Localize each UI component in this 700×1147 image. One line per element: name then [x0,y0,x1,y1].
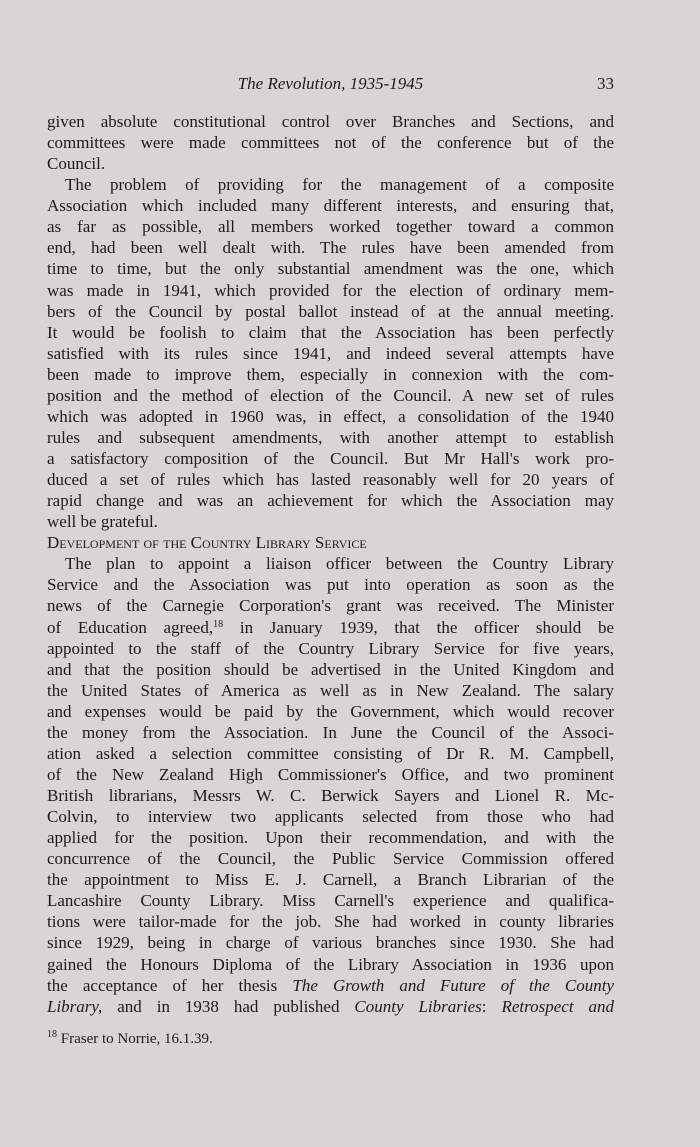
text-segment: The Growth and Future of the County [292,975,614,995]
text-line [47,406,614,427]
text-line [47,216,614,237]
text-line [47,553,614,574]
text-line [47,722,614,743]
text-segment: duced a set of rules which has lasted reasonably well for 20 years of [47,470,614,490]
body-text [47,111,614,1017]
text-line [47,258,614,279]
text-line [47,174,614,195]
text-segment: rules and subsequent amendments, with another attempt to establish [47,427,614,447]
text-segment: bers of the Council by postal ballot instead of at the annual meeting. [47,301,614,321]
text-segment: and in 1938 had published [102,996,355,1016]
text-line [47,785,614,806]
text-segment: since 1929, being in charge of various branches since 1930. She had [47,933,614,953]
text-line [47,954,614,975]
text-segment: was made in 1941, which provided for the election of ordinary mem- [47,280,614,300]
text-line [47,111,614,132]
text-line [47,322,614,343]
text-line [47,595,614,616]
text-line [47,890,614,911]
text-line [47,469,614,490]
text-line [47,237,614,258]
text-line [47,932,614,953]
text-line [47,638,614,659]
text-segment: of the New Zealand High Commissioner's Office, and two prominent [47,764,614,784]
text-segment: : [481,996,502,1016]
text-segment: and expenses would be paid by the Government, which would recover [47,701,614,721]
text-line [47,364,614,385]
text-segment: tions were tailor-made for the job. She had worked in county libraries [47,912,614,932]
text-segment: position and the method of election of the Council. A new set of rules [47,385,614,405]
text-segment: and that the position should be advertised in the United Kingdom and [47,659,614,679]
text-line [47,617,614,638]
text-line [47,806,614,827]
text-line [47,911,614,932]
text-segment: of Education agreed, [47,617,214,637]
text-segment: County Libraries [354,996,482,1016]
text-segment: rapid change and was an achievement for which the Association may [47,491,614,511]
text-segment: Service and the Association was put into operation as soon as the [47,575,614,595]
text-segment: as far as possible, all members worked together toward a common [47,217,614,237]
text-segment: Retrospect and [501,996,614,1016]
text-segment: the United States of America as well as in New Zealand. The salary [47,680,614,700]
text-segment: end, had been well dealt with. The rules have been amended from [47,238,614,258]
text-line [47,975,614,996]
text-line [47,996,614,1017]
text-line [47,848,614,869]
text-line [47,511,614,532]
running-head [47,74,614,98]
text-segment: well be grateful. [47,512,158,532]
text-line [47,427,614,448]
section-heading [47,532,614,553]
text-segment: the money from the Association. In June the Council of the Associ- [47,722,614,742]
text-line [47,869,614,890]
footnote-text: Fraser to Norrie, 16.1.39. [57,1031,213,1047]
running-title: The Revolution, 1935-1945 [237,74,424,93]
text-line [47,701,614,722]
text-line [47,132,614,153]
text-segment: the acceptance of her thesis [47,975,293,995]
text-segment: Development of the Country Library Service [47,533,367,553]
text-segment: British librarians, Messrs W. C. Berwick Sayers and Lionel R. Mc- [47,786,614,805]
footnote-number: 18 [47,1029,57,1040]
text-line [47,301,614,322]
text-segment: committees were made committees not of the conference but of the [47,133,614,153]
text-segment: Library, [47,996,103,1016]
text-segment: Council. [47,154,106,174]
text-segment: been made to improve them, especially in connexion with the com- [47,364,614,384]
footnote-ref: 18 [213,618,224,630]
text-segment: Association which included many different interests, and ensuring that, [47,196,614,216]
text-line [47,574,614,595]
text-line [47,743,614,764]
text-segment: given absolute constitutional control over Branches and Sections, and [47,112,614,131]
text-line [47,827,614,848]
text-line [47,385,614,406]
page-number: 33 [597,74,614,93]
text-segment: a satisfactory composition of the Council. But Mr Hall's work pro- [47,449,614,468]
footnote [47,1031,213,1048]
text-segment: ation asked a selection committee consisting of Dr R. M. Campbell, [47,743,614,763]
text-segment: gained the Honours Diploma of the Library Association in 1936 upon [47,954,614,974]
text-line [47,448,614,469]
text-segment: in January 1939, that the officer should be [223,617,614,637]
text-line [47,280,614,301]
text-segment: appointed to the staff of the Country Library Service for five years, [47,638,614,658]
text-segment: the appointment to Miss E. J. Carnell, a Branch Librarian of the [47,870,614,890]
text-line [47,659,614,680]
text-segment: The problem of providing for the management of a composite [65,175,614,195]
text-segment: satisfied with its rules since 1941, and indeed several attempts have [47,343,614,363]
text-segment: The plan to appoint a liaison officer between the Country Library [65,554,614,574]
text-segment: It would be foolish to claim that the Association has been perfectly [47,322,614,342]
text-segment: which was adopted in 1960 was, in effect, a consolidation of the 1940 [47,406,614,426]
text-line [47,680,614,701]
text-line [47,153,614,174]
text-segment: concurrence of the Council, the Public Service Commission offered [47,849,614,869]
text-segment: Lancashire County Library. Miss Carnell's experience and qualifica- [47,891,614,911]
text-segment: time to time, but the only substantial amendment was the one, which [47,259,614,279]
text-segment: applied for the position. Upon their recommendation, and with the [47,828,614,848]
text-line [47,490,614,511]
text-line [47,343,614,364]
text-segment: news of the Carnegie Corporation's grant was received. The Minister [47,596,614,616]
text-segment: Colvin, to interview two applicants selected from those who had [47,807,614,827]
text-line [47,764,614,785]
text-line [47,195,614,216]
